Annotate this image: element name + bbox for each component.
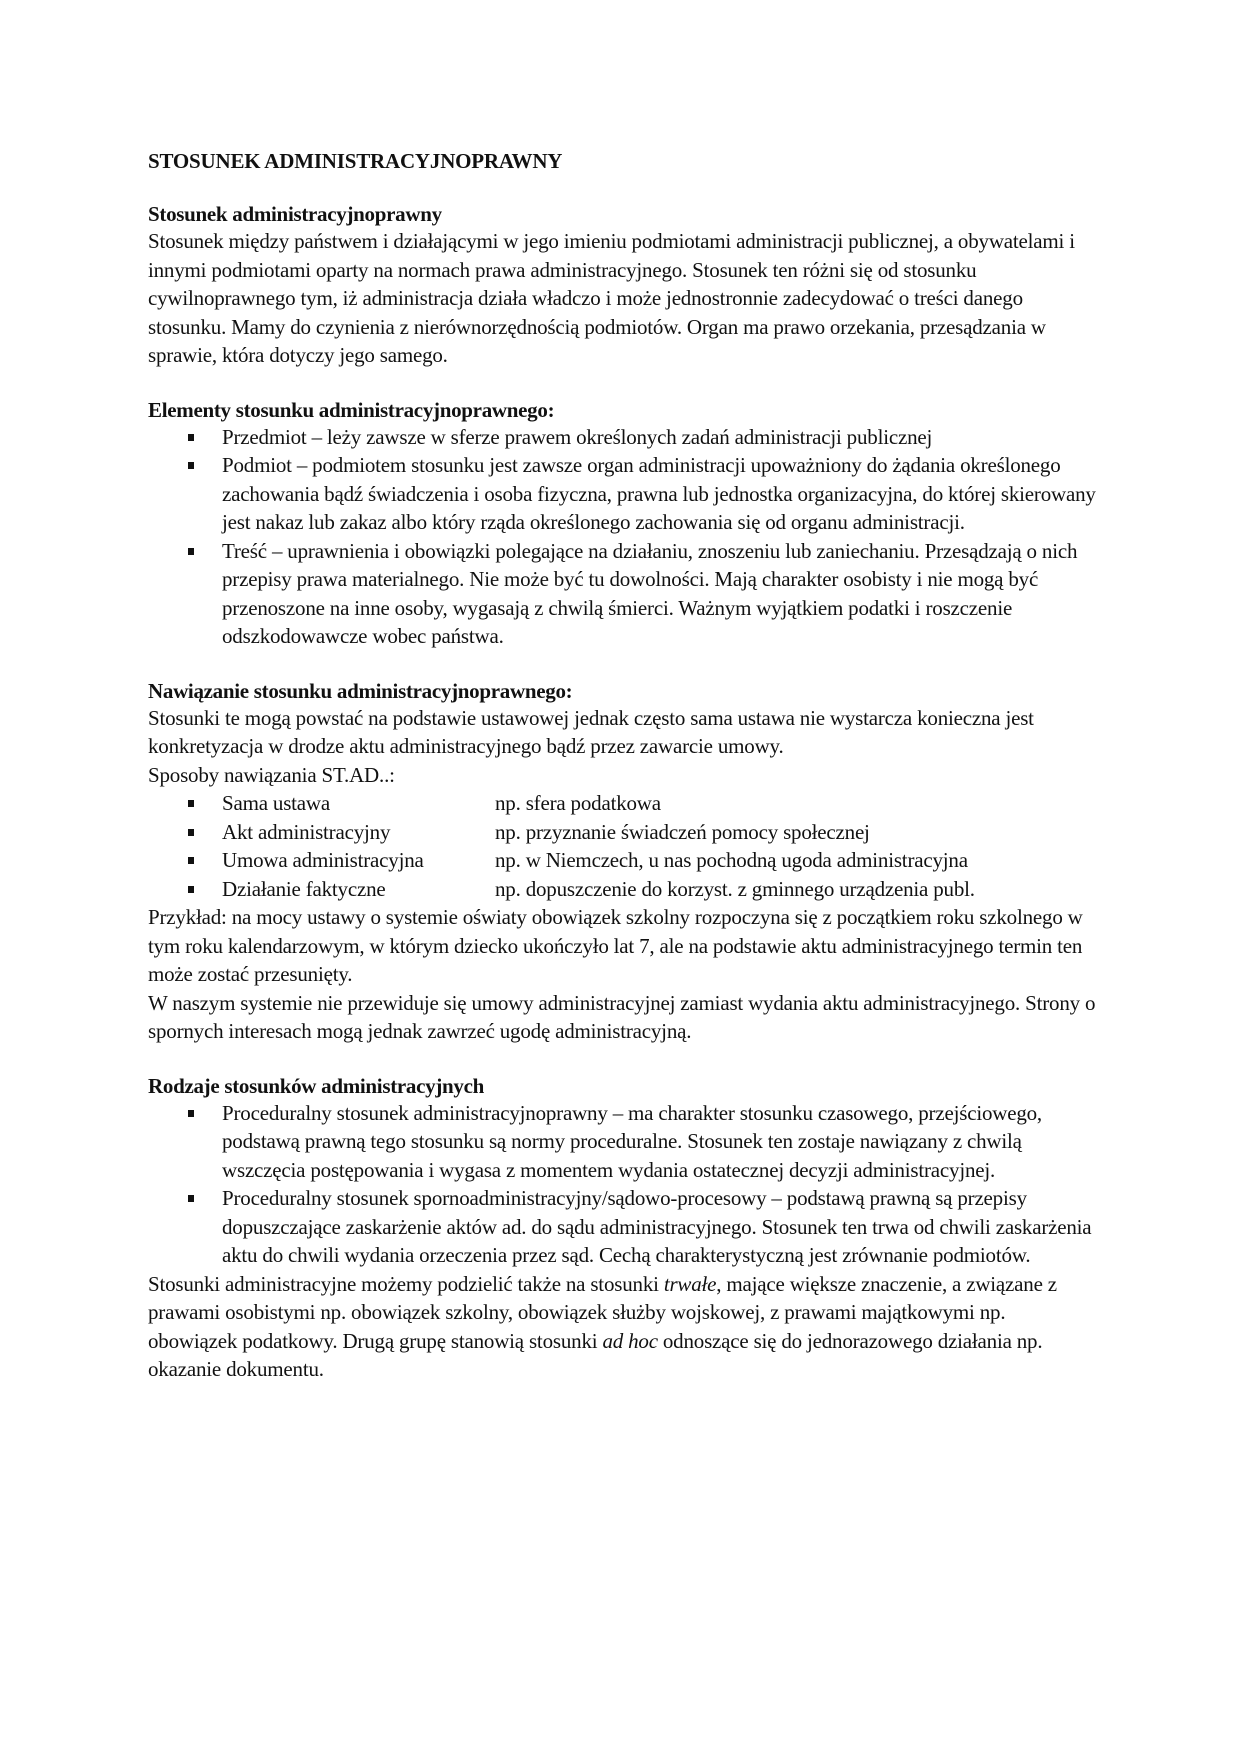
list-item: Przedmiot – leży zawsze w sferze prawem określonych zadań administracji publicznej	[148, 423, 1098, 452]
list-item: Podmiot – podmiotem stosunku jest zawsze organ administracji upoważniony do żądania określonego zachowania bądź świadczenia i osoba fizyczna, prawna lub jednostka organizacyjna, do której skierowany jest nakaz lub zakaz albo który rząda określonego zachowania się od organu administracji.	[148, 451, 1098, 537]
paragraph: W naszym systemie nie przewiduje się umowy administracyjnej zamiast wydania aktu administracyjnego. Strony o spornych interesach mogą jednak zawrzeć ugodę administracyjną.	[148, 990, 1096, 1043]
document-title: STOSUNEK ADMINISTRACYJNOPRAWNY	[148, 149, 563, 173]
list-item	[148, 846, 1098, 875]
square-bullet-icon	[188, 800, 194, 807]
method-example: np. sfera podatkowa	[495, 791, 661, 815]
list-item	[148, 789, 1098, 818]
paragraph: Stosunki te mogą powstać na podstawie ustawowej jednak często sama ustawa nie wystarcza konieczna jest konkretyzacja w drodze aktu administracyjnego bądź przez zawarcie umowy.	[148, 705, 1034, 758]
emphasis: trwałe	[663, 1271, 717, 1296]
square-bullet-icon	[188, 1195, 194, 1202]
square-bullet-icon	[188, 548, 194, 555]
square-bullet-icon	[188, 829, 194, 836]
methods-list	[148, 789, 1098, 903]
bullet-list	[148, 423, 1098, 651]
method-example: np. przyznanie świadczeń pomocy społecznej	[495, 819, 870, 844]
method-example: np. dopuszczenie do korzyst. z gminnego urządzenia publ.	[495, 876, 975, 901]
method-name: Umowa administracyjna	[222, 848, 424, 872]
square-bullet-icon	[188, 434, 194, 441]
bullet-list	[148, 1099, 1098, 1270]
section-heading: Elementy stosunku administracyjnoprawnego:	[148, 397, 555, 422]
square-bullet-icon	[188, 462, 194, 469]
section-heading: Nawiązanie stosunku administracyjnoprawnego:	[148, 678, 573, 703]
list-item: Proceduralny stosunek administracyjnoprawny – ma charakter stosunku czasowego, przejściowego, podstawą prawną tego stosunku są normy proceduralne. Stosunek ten zostaje nawiązany z chwilą wszczęcia postępowania i wygasa z momentem wydania ostatecznej decyzji administracyjnej.	[148, 1099, 1098, 1185]
list-item: Treść – uprawnienia i obowiązki polegające na działaniu, znoszeniu lub zaniechaniu. Przesądzają o nich przepisy prawa materialnego. Nie może być tu dowolności. Mają charakter osobisty i nie mogą być przenoszone na inne osoby, wygasają z chwilą śmierci. Ważnym wyjątkiem podatki i roszczenie odszkodowawcze wobec państwa.	[148, 537, 1098, 651]
section-establishment	[148, 678, 1098, 1046]
section-definition	[148, 201, 1098, 370]
square-bullet-icon	[188, 857, 194, 864]
list-label: Sposoby nawiązania ST.AD..:	[148, 762, 395, 787]
method-name: Działanie faktyczne	[222, 876, 386, 901]
emphasis: ad hoc	[602, 1328, 658, 1353]
paragraph: Stosunki administracyjne możemy podzielić także na stosunki trwałe, mające większe znaczenie, a związane z prawami osobistymi np. obowiązek szkolny, obowiązek służby wojskowej, z prawami majątkowymi np. obowiązek podatkowy. Drugą grupę stanowią stosunki ad hoc odnoszące się do jednorazowego działania np. okazanie dokumentu.	[148, 1271, 1057, 1381]
document-page	[148, 148, 1098, 1384]
paragraph: Przykład: na mocy ustawy o systemie oświaty obowiązek szkolny rozpoczyna się z początkiem roku szkolnego w tym roku kalendarzowym, w którym dziecko ukończyło lat 7, ale na podstawie aktu administracyjnego termin ten może zostać przesunięty.	[148, 905, 1083, 986]
section-heading: Stosunek administracyjnoprawny	[148, 202, 442, 226]
list-item	[148, 818, 1098, 847]
method-example: np. w Niemczech, u nas pochodną ugoda administracyjna	[495, 848, 968, 872]
list-item	[148, 875, 1098, 904]
list-item: Proceduralny stosunek spornoadministracyjny/sądowo-procesowy – podstawą prawną są przepisy dopuszczające zaskarżenie aktów ad. do sądu administracyjnego. Stosunek ten trwa od chwili zaskarżenia aktu do chwili wydania orzeczenia przez sąd. Cechą charakterystyczną jest zrównanie podmiotów.	[148, 1184, 1098, 1270]
square-bullet-icon	[188, 1110, 194, 1117]
square-bullet-icon	[188, 886, 194, 893]
method-name: Sama ustawa	[222, 791, 331, 815]
section-elements	[148, 397, 1098, 651]
section-types	[148, 1073, 1098, 1384]
paragraph: Stosunek między państwem i działającymi w jego imieniu podmiotami administracji publicznej, a obywatelami i innymi podmiotami oparty na normach prawa administracyjnego. Stosunek ten różni się od stosunku cywilnoprawnego tym, iż administracja działa władczo i może jednostronnie zadecydować o treści danego stosunku. Mamy do czynienia z nierównorzędnością podmiotów. Organ ma prawo orzekania, przesądzania w sprawie, która dotyczy jego samego.	[148, 229, 1075, 367]
section-heading: Rodzaje stosunków administracyjnych	[148, 1073, 485, 1098]
method-name: Akt administracyjny	[222, 819, 391, 844]
